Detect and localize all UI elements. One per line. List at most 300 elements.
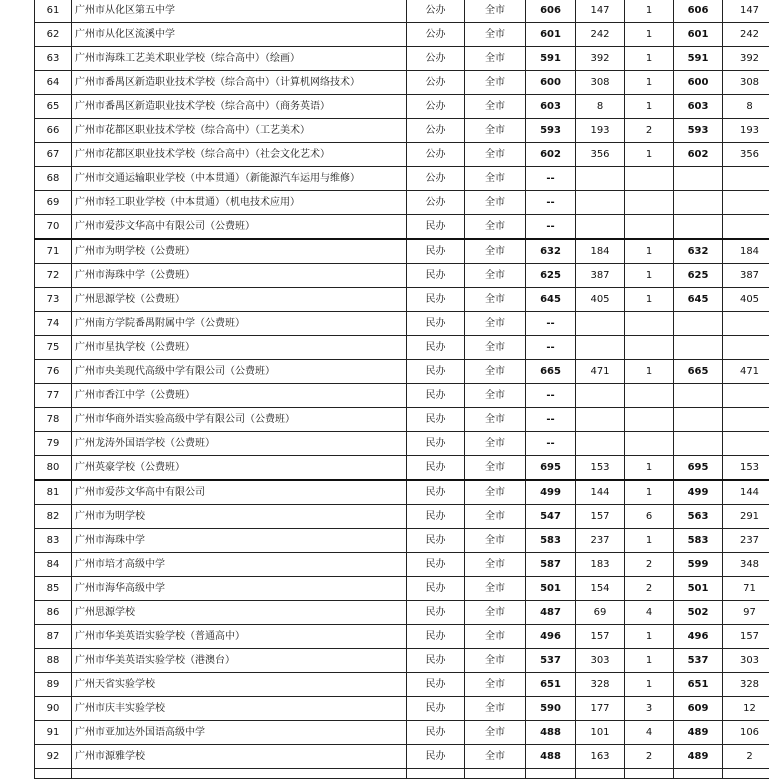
min-rank-2-cell: [723, 432, 769, 456]
school-type-cell: 民办: [407, 505, 465, 529]
min-score-2-cell: 603: [674, 95, 723, 119]
school-type-cell: 民办: [407, 312, 465, 336]
min-score-cell: 547: [526, 505, 576, 529]
min-rank-cell: [576, 312, 625, 336]
min-score-cell: --: [526, 191, 576, 215]
min-rank-2-cell: 387: [723, 264, 769, 288]
row-number-cell: 88: [35, 649, 72, 673]
school-name-cell: 广州市华商外语实验高级中学有限公司（公费班）: [72, 408, 407, 432]
enrollment-scope-cell: 全市: [465, 505, 526, 529]
school-name-cell: 广州南方学院番禺附属中学（公费班）: [72, 312, 407, 336]
min-score-cell: 600: [526, 71, 576, 95]
min-score-2-cell: [674, 312, 723, 336]
table-row: [35, 23, 769, 47]
table-row: [35, 143, 769, 167]
min-rank-2-cell: 2: [723, 745, 769, 769]
school-type-cell: 民办: [407, 625, 465, 649]
min-score-cell: --: [526, 408, 576, 432]
row-number-cell: 89: [35, 673, 72, 697]
min-score-cell: 591: [526, 47, 576, 71]
min-score-cell: 537: [526, 649, 576, 673]
school-type-cell: 民办: [407, 577, 465, 601]
table-row: [35, 264, 769, 288]
school-name-cell: 广州市海珠中学（公费班）: [72, 264, 407, 288]
empty-cell: [576, 769, 625, 779]
school-type-cell: 公办: [407, 191, 465, 215]
enrollment-scope-cell: 全市: [465, 360, 526, 384]
school-type-cell: 公办: [407, 23, 465, 47]
min-score-2-cell: [674, 408, 723, 432]
min-rank-2-cell: 405: [723, 288, 769, 312]
school-type-cell: 公办: [407, 143, 465, 167]
min-rank-2-cell: 71: [723, 577, 769, 601]
enrollment-scope-cell: 全市: [465, 745, 526, 769]
min-rank-2-cell: 12: [723, 697, 769, 721]
min-rank-2-cell: 144: [723, 480, 769, 505]
enrollment-scope-cell: 全市: [465, 288, 526, 312]
empty-cell: [674, 769, 723, 779]
admitted-count-cell: 1: [625, 0, 674, 23]
enrollment-scope-cell: 全市: [465, 47, 526, 71]
min-score-cell: 593: [526, 119, 576, 143]
enrollment-scope-cell: 全市: [465, 239, 526, 264]
min-rank-2-cell: 184: [723, 239, 769, 264]
row-number-cell: 86: [35, 601, 72, 625]
admitted-count-cell: 1: [625, 23, 674, 47]
school-type-cell: 民办: [407, 553, 465, 577]
school-name-cell: 广州市庆丰实验学校: [72, 697, 407, 721]
min-score-cell: 501: [526, 577, 576, 601]
enrollment-scope-cell: 全市: [465, 456, 526, 481]
min-score-cell: 487: [526, 601, 576, 625]
table-row: [35, 360, 769, 384]
table-row: [35, 553, 769, 577]
admitted-count-cell: 1: [625, 71, 674, 95]
min-rank-cell: 157: [576, 505, 625, 529]
table-row: [35, 697, 769, 721]
school-name-cell: 广州市源雅学校: [72, 745, 407, 769]
min-score-2-cell: 593: [674, 119, 723, 143]
row-number-cell: 73: [35, 288, 72, 312]
min-rank-2-cell: 348: [723, 553, 769, 577]
admitted-count-cell: 1: [625, 239, 674, 264]
school-type-cell: 民办: [407, 432, 465, 456]
school-type-cell: 民办: [407, 721, 465, 745]
min-score-2-cell: 591: [674, 47, 723, 71]
min-score-cell: 496: [526, 625, 576, 649]
min-rank-cell: 242: [576, 23, 625, 47]
school-name-cell: 广州市培才高级中学: [72, 553, 407, 577]
school-type-cell: 公办: [407, 95, 465, 119]
enrollment-scope-cell: 全市: [465, 408, 526, 432]
table-row: [35, 288, 769, 312]
table-row: [35, 312, 769, 336]
admitted-count-cell: [625, 384, 674, 408]
school-name-cell: 广州市番禺区新造职业技术学校（综合高中）（计算机网络技术）: [72, 71, 407, 95]
table-row: [35, 0, 769, 23]
school-name-cell: 广州市从化区流溪中学: [72, 23, 407, 47]
admission-score-table: [34, 0, 769, 779]
empty-cell: [723, 769, 769, 779]
min-rank-2-cell: 157: [723, 625, 769, 649]
school-type-cell: 民办: [407, 360, 465, 384]
table-row: [35, 239, 769, 264]
admitted-count-cell: 6: [625, 505, 674, 529]
min-score-cell: --: [526, 215, 576, 240]
enrollment-scope-cell: 全市: [465, 312, 526, 336]
min-rank-2-cell: 303: [723, 649, 769, 673]
table-row: [35, 119, 769, 143]
min-rank-cell: 405: [576, 288, 625, 312]
table-row: [35, 601, 769, 625]
min-score-2-cell: 496: [674, 625, 723, 649]
min-rank-2-cell: 193: [723, 119, 769, 143]
row-number-cell: 61: [35, 0, 72, 23]
row-number-cell: 65: [35, 95, 72, 119]
min-score-cell: 625: [526, 264, 576, 288]
school-name-cell: 广州市华美英语实验学校（普通高中）: [72, 625, 407, 649]
min-rank-cell: 193: [576, 119, 625, 143]
admitted-count-cell: 1: [625, 360, 674, 384]
enrollment-scope-cell: 全市: [465, 23, 526, 47]
empty-cell: [465, 769, 526, 779]
min-score-cell: 601: [526, 23, 576, 47]
admitted-count-cell: [625, 336, 674, 360]
min-rank-cell: 147: [576, 0, 625, 23]
min-rank-cell: 183: [576, 553, 625, 577]
table-row: [35, 480, 769, 505]
min-rank-2-cell: 291: [723, 505, 769, 529]
row-number-cell: 75: [35, 336, 72, 360]
admitted-count-cell: 4: [625, 721, 674, 745]
min-rank-cell: 154: [576, 577, 625, 601]
min-score-cell: 603: [526, 95, 576, 119]
school-type-cell: 公办: [407, 119, 465, 143]
enrollment-scope-cell: 全市: [465, 649, 526, 673]
min-score-2-cell: 501: [674, 577, 723, 601]
admitted-count-cell: 1: [625, 456, 674, 481]
admitted-count-cell: 2: [625, 577, 674, 601]
min-rank-2-cell: 237: [723, 529, 769, 553]
row-number-cell: 80: [35, 456, 72, 481]
min-score-cell: --: [526, 384, 576, 408]
school-type-cell: 公办: [407, 47, 465, 71]
min-rank-2-cell: 242: [723, 23, 769, 47]
min-rank-cell: [576, 191, 625, 215]
admitted-count-cell: [625, 215, 674, 240]
min-rank-cell: 157: [576, 625, 625, 649]
min-score-cell: --: [526, 312, 576, 336]
min-score-cell: 651: [526, 673, 576, 697]
min-rank-cell: 392: [576, 47, 625, 71]
school-name-cell: 广州英豪学校（公费班）: [72, 456, 407, 481]
admitted-count-cell: 2: [625, 119, 674, 143]
table-row: [35, 384, 769, 408]
table-row: [35, 721, 769, 745]
row-number-cell: 77: [35, 384, 72, 408]
min-score-2-cell: 625: [674, 264, 723, 288]
row-number-cell: 83: [35, 529, 72, 553]
min-score-cell: 602: [526, 143, 576, 167]
table-row: [35, 745, 769, 769]
table-row: [35, 505, 769, 529]
table-row: [35, 456, 769, 481]
school-name-cell: 广州市央美现代高级中学有限公司（公费班）: [72, 360, 407, 384]
enrollment-scope-cell: 全市: [465, 264, 526, 288]
min-rank-2-cell: 8: [723, 95, 769, 119]
min-rank-cell: 387: [576, 264, 625, 288]
min-score-2-cell: [674, 191, 723, 215]
table-body: [35, 0, 769, 779]
table-row: [35, 215, 769, 240]
school-name-cell: 广州市为明学校（公费班）: [72, 239, 407, 264]
table-row: [35, 95, 769, 119]
min-score-cell: 632: [526, 239, 576, 264]
row-number-cell: 91: [35, 721, 72, 745]
admitted-count-cell: [625, 167, 674, 191]
min-rank-2-cell: [723, 336, 769, 360]
min-score-2-cell: 489: [674, 721, 723, 745]
min-score-2-cell: 601: [674, 23, 723, 47]
row-number-cell: 63: [35, 47, 72, 71]
table-row: [35, 529, 769, 553]
min-rank-cell: 101: [576, 721, 625, 745]
min-rank-2-cell: 106: [723, 721, 769, 745]
min-score-2-cell: [674, 384, 723, 408]
empty-cell: [35, 769, 72, 779]
school-name-cell: 广州市爱莎文华高中有限公司（公费班）: [72, 215, 407, 240]
table-row: [35, 625, 769, 649]
enrollment-scope-cell: 全市: [465, 480, 526, 505]
table-row: [35, 71, 769, 95]
min-score-cell: 488: [526, 721, 576, 745]
enrollment-scope-cell: 全市: [465, 721, 526, 745]
min-rank-cell: 177: [576, 697, 625, 721]
min-score-2-cell: 502: [674, 601, 723, 625]
min-score-2-cell: [674, 167, 723, 191]
min-rank-cell: 308: [576, 71, 625, 95]
admitted-count-cell: [625, 312, 674, 336]
school-name-cell: 广州市花都区职业技术学校（综合高中）（工艺美术）: [72, 119, 407, 143]
min-rank-cell: 328: [576, 673, 625, 697]
min-rank-cell: 163: [576, 745, 625, 769]
row-number-cell: 69: [35, 191, 72, 215]
school-type-cell: 公办: [407, 167, 465, 191]
enrollment-scope-cell: 全市: [465, 601, 526, 625]
min-score-2-cell: 609: [674, 697, 723, 721]
min-rank-2-cell: [723, 167, 769, 191]
school-type-cell: 民办: [407, 239, 465, 264]
min-rank-2-cell: 471: [723, 360, 769, 384]
enrollment-scope-cell: 全市: [465, 529, 526, 553]
min-rank-cell: [576, 215, 625, 240]
min-score-cell: 488: [526, 745, 576, 769]
row-number-cell: 82: [35, 505, 72, 529]
min-rank-2-cell: 153: [723, 456, 769, 481]
school-type-cell: 民办: [407, 745, 465, 769]
enrollment-scope-cell: 全市: [465, 384, 526, 408]
school-type-cell: 民办: [407, 408, 465, 432]
school-type-cell: 民办: [407, 264, 465, 288]
row-number-cell: 68: [35, 167, 72, 191]
enrollment-scope-cell: 全市: [465, 336, 526, 360]
min-score-2-cell: 537: [674, 649, 723, 673]
admitted-count-cell: 2: [625, 553, 674, 577]
min-score-cell: 499: [526, 480, 576, 505]
admitted-count-cell: 1: [625, 649, 674, 673]
min-score-2-cell: 695: [674, 456, 723, 481]
enrollment-scope-cell: 全市: [465, 95, 526, 119]
admitted-count-cell: 2: [625, 745, 674, 769]
enrollment-scope-cell: 全市: [465, 167, 526, 191]
school-name-cell: 广州市香江中学（公费班）: [72, 384, 407, 408]
school-name-cell: 广州市星执学校（公费班）: [72, 336, 407, 360]
min-rank-2-cell: 147: [723, 0, 769, 23]
admitted-count-cell: [625, 191, 674, 215]
school-name-cell: 广州市海珠中学: [72, 529, 407, 553]
min-score-cell: 606: [526, 0, 576, 23]
min-rank-cell: 69: [576, 601, 625, 625]
min-score-2-cell: 665: [674, 360, 723, 384]
admitted-count-cell: 1: [625, 47, 674, 71]
empty-cell: [72, 769, 407, 779]
row-number-cell: 87: [35, 625, 72, 649]
min-rank-2-cell: 392: [723, 47, 769, 71]
enrollment-scope-cell: 全市: [465, 215, 526, 240]
school-name-cell: 广州市华美英语实验学校（港澳台）: [72, 649, 407, 673]
table-row: [35, 191, 769, 215]
min-score-cell: 665: [526, 360, 576, 384]
school-type-cell: 民办: [407, 336, 465, 360]
row-number-cell: 76: [35, 360, 72, 384]
row-number-cell: 92: [35, 745, 72, 769]
min-score-2-cell: 600: [674, 71, 723, 95]
enrollment-scope-cell: 全市: [465, 553, 526, 577]
min-rank-cell: 237: [576, 529, 625, 553]
enrollment-scope-cell: 全市: [465, 625, 526, 649]
row-number-cell: 71: [35, 239, 72, 264]
min-rank-2-cell: [723, 312, 769, 336]
min-score-cell: --: [526, 167, 576, 191]
school-type-cell: 公办: [407, 0, 465, 23]
school-type-cell: 民办: [407, 529, 465, 553]
min-score-2-cell: 632: [674, 239, 723, 264]
min-score-2-cell: 599: [674, 553, 723, 577]
enrollment-scope-cell: 全市: [465, 432, 526, 456]
min-rank-cell: [576, 336, 625, 360]
enrollment-scope-cell: 全市: [465, 697, 526, 721]
table-row: [35, 673, 769, 697]
school-name-cell: 广州市番禺区新造职业技术学校（综合高中）（商务英语）: [72, 95, 407, 119]
school-type-cell: 民办: [407, 601, 465, 625]
admitted-count-cell: 1: [625, 95, 674, 119]
min-score-cell: 590: [526, 697, 576, 721]
min-rank-2-cell: 328: [723, 673, 769, 697]
table-row: [35, 408, 769, 432]
min-score-2-cell: 583: [674, 529, 723, 553]
school-type-cell: 民办: [407, 697, 465, 721]
admitted-count-cell: 1: [625, 288, 674, 312]
school-type-cell: 民办: [407, 384, 465, 408]
min-rank-2-cell: [723, 191, 769, 215]
min-score-cell: 583: [526, 529, 576, 553]
min-score-2-cell: 489: [674, 745, 723, 769]
min-score-2-cell: 563: [674, 505, 723, 529]
min-rank-cell: [576, 384, 625, 408]
school-type-cell: 公办: [407, 71, 465, 95]
school-type-cell: 民办: [407, 649, 465, 673]
empty-cell: [526, 769, 576, 779]
min-score-2-cell: 645: [674, 288, 723, 312]
min-score-cell: --: [526, 432, 576, 456]
min-rank-cell: [576, 408, 625, 432]
school-name-cell: 广州天省实验学校: [72, 673, 407, 697]
min-rank-cell: [576, 432, 625, 456]
empty-cell: [625, 769, 674, 779]
min-rank-cell: 153: [576, 456, 625, 481]
min-score-2-cell: 606: [674, 0, 723, 23]
admitted-count-cell: 1: [625, 529, 674, 553]
min-score-2-cell: [674, 336, 723, 360]
min-score-cell: --: [526, 336, 576, 360]
table-row: [35, 649, 769, 673]
school-name-cell: 广州市亚加达外国语高级中学: [72, 721, 407, 745]
school-name-cell: 广州市从化区第五中学: [72, 0, 407, 23]
row-number-cell: 66: [35, 119, 72, 143]
admitted-count-cell: 1: [625, 264, 674, 288]
min-rank-2-cell: [723, 384, 769, 408]
school-name-cell: 广州市轻工职业学校（中本贯通）（机电技术应用）: [72, 191, 407, 215]
row-number-cell: 74: [35, 312, 72, 336]
enrollment-scope-cell: 全市: [465, 71, 526, 95]
min-score-2-cell: 651: [674, 673, 723, 697]
enrollment-scope-cell: 全市: [465, 577, 526, 601]
enrollment-scope-cell: 全市: [465, 143, 526, 167]
school-name-cell: 广州市为明学校: [72, 505, 407, 529]
school-name-cell: 广州思源学校（公费班）: [72, 288, 407, 312]
admitted-count-cell: 1: [625, 673, 674, 697]
table-row-partial: [35, 769, 769, 779]
row-number-cell: 70: [35, 215, 72, 240]
table-row: [35, 336, 769, 360]
admitted-count-cell: 4: [625, 601, 674, 625]
school-name-cell: 广州市爱莎文华高中有限公司: [72, 480, 407, 505]
min-rank-cell: 356: [576, 143, 625, 167]
table-row: [35, 167, 769, 191]
min-score-cell: 645: [526, 288, 576, 312]
admitted-count-cell: 1: [625, 625, 674, 649]
row-number-cell: 67: [35, 143, 72, 167]
admitted-count-cell: [625, 408, 674, 432]
min-rank-2-cell: 97: [723, 601, 769, 625]
row-number-cell: 81: [35, 480, 72, 505]
school-type-cell: 民办: [407, 480, 465, 505]
school-type-cell: 民办: [407, 673, 465, 697]
min-rank-cell: 184: [576, 239, 625, 264]
school-type-cell: 民办: [407, 288, 465, 312]
school-name-cell: 广州市海珠工艺美术职业学校（综合高中）（绘画）: [72, 47, 407, 71]
row-number-cell: 62: [35, 23, 72, 47]
table-row: [35, 47, 769, 71]
min-rank-cell: [576, 167, 625, 191]
min-score-2-cell: 499: [674, 480, 723, 505]
min-rank-cell: 8: [576, 95, 625, 119]
min-score-2-cell: [674, 432, 723, 456]
min-rank-2-cell: 356: [723, 143, 769, 167]
row-number-cell: 85: [35, 577, 72, 601]
min-score-2-cell: [674, 215, 723, 240]
enrollment-scope-cell: 全市: [465, 191, 526, 215]
